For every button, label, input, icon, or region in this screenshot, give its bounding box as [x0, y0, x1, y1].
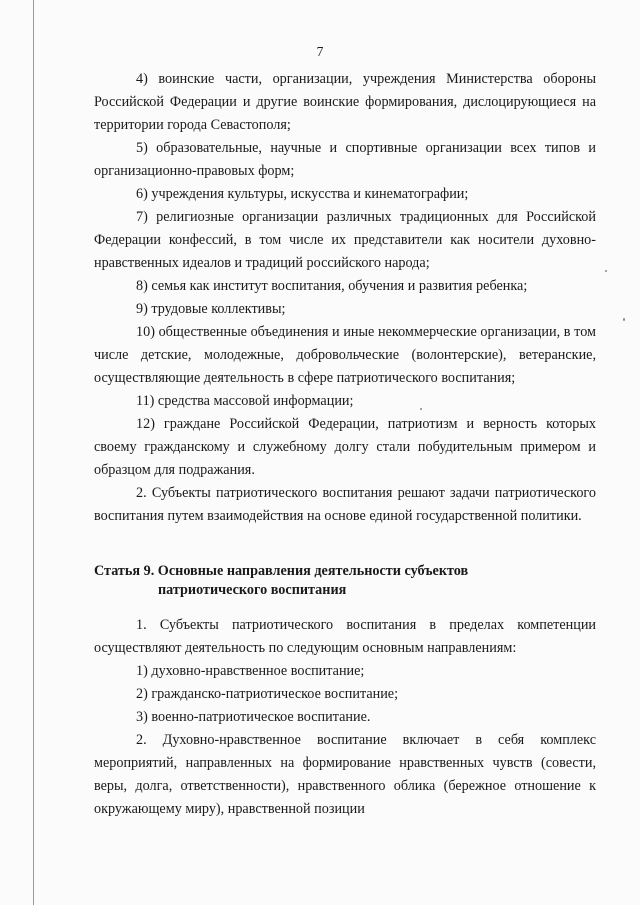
paragraph-item-12: 12) граждане Российской Федерации, патриотизм и верность которых своему гражданскому и служебному долгу стали побудительным примером и образцом для подражания. [94, 416, 596, 478]
paragraph-item-8: 8) семья как институт воспитания, обучения и развития ребенка; [136, 278, 528, 294]
paragraph-item-7: 7) религиозные организации различных традиционных для Российской Федерации конфессий, в том числе их представители как носители духовно-нравственных идеалов и традиций российского народа; [94, 209, 596, 271]
scan-edge-line [33, 0, 34, 905]
paragraph-article9-clause-2: 2. Духовно-нравственное воспитание включает в себя комплекс мероприятий, направленных на формирование нравственных чувств (совести, веры, долга, ответственности), нравственного облика (бережное отношение к окружающему миру), нравственной позиции [94, 732, 596, 817]
article-heading-line1: Статья 9. Основные направления деятельности субъектов [94, 563, 469, 579]
heading-spacer [94, 600, 596, 614]
paragraph-direction-1: 1) духовно-нравственное воспитание; [136, 663, 365, 679]
document-body [94, 68, 596, 821]
article-heading-line2: патриотического воспитания [158, 582, 347, 598]
paragraph-item-9: 9) трудовые коллективы; [136, 301, 286, 317]
page-number: 7 [316, 44, 324, 59]
paragraph-item-10: 10) общественные объединения и иные некоммерческие организации, в том числе детские, молодежные, добровольческие (волонтерские), ветеранские, осуществляющие деятельность в сфере патриотического воспитания; [94, 324, 596, 386]
paragraph-direction-3: 3) военно-патриотическое воспитание. [136, 709, 371, 725]
scan-speck [605, 270, 607, 272]
paragraph-item-6: 6) учреждения культуры, искусства и кинематографии; [136, 186, 469, 202]
paragraph-article9-clause-1: 1. Субъекты патриотического воспитания в пределах компетенции осуществляют деятельность по следующим основным направлениям: [94, 617, 596, 656]
article-heading [94, 562, 596, 600]
paragraph-item-11: 11) средства массовой информации; [136, 393, 354, 409]
paragraph-direction-2: 2) гражданско-патриотическое воспитание; [136, 686, 399, 702]
paragraph-item-5: 5) образовательные, научные и спортивные организации всех типов и организационно-правовых форм; [94, 140, 596, 179]
scan-speck [420, 408, 422, 410]
paragraph-clause-2: 2. Субъекты патриотического воспитания решают задачи патриотического воспитания путем взаимодействия на основе единой государственной политики. [94, 485, 596, 524]
scan-speck [623, 318, 625, 321]
paragraph-item-4: 4) воинские части, организации, учреждения Министерства обороны Российской Федерации и другие воинские формирования, дислоцирующиеся на территории города Севастополя; [94, 71, 596, 133]
